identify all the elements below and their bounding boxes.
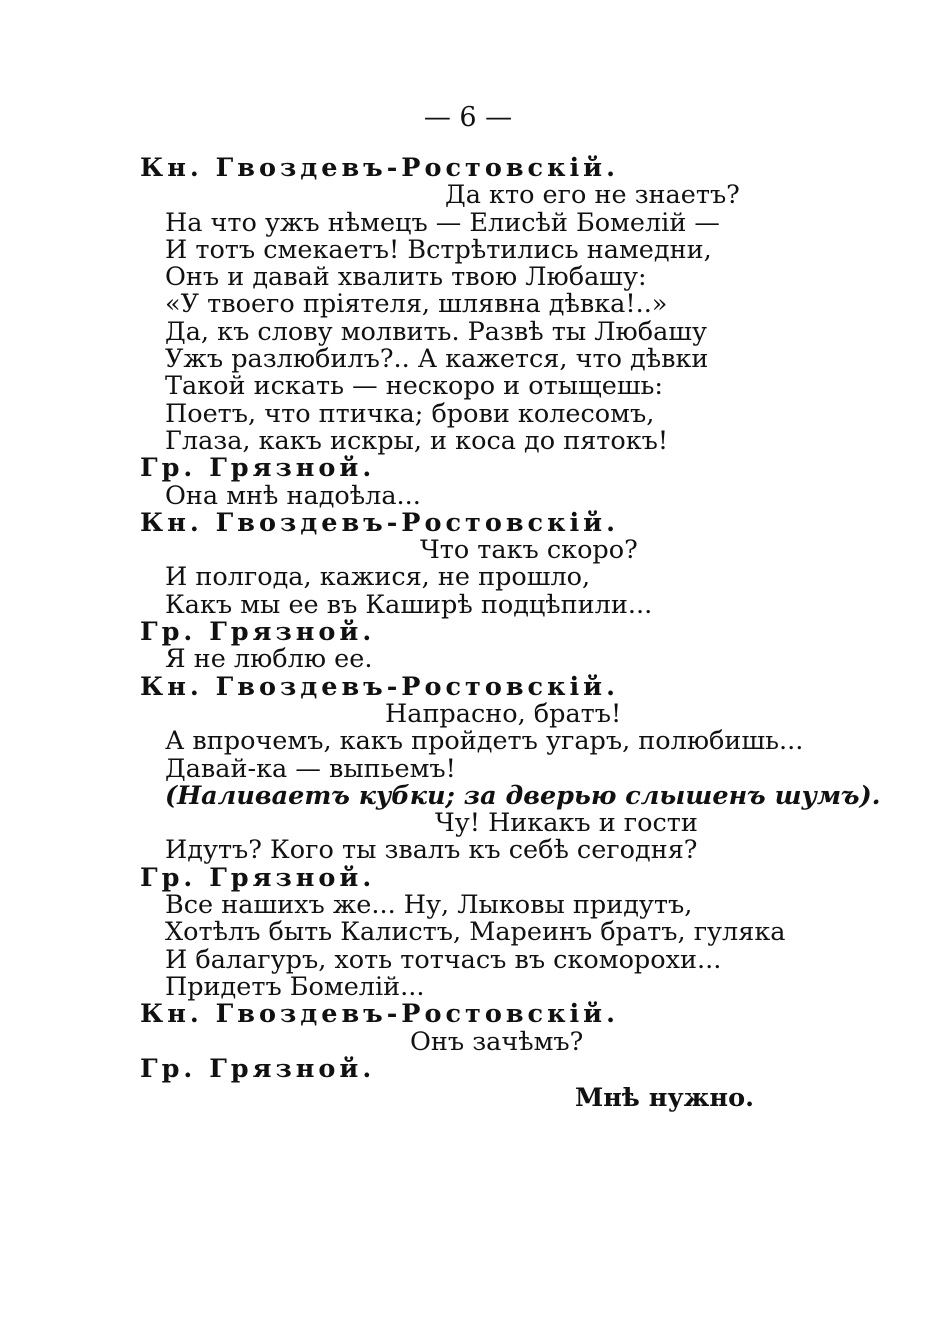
verse-line: Придетъ Бомелій... — [165, 971, 425, 1002]
verse-line: И тотъ смекаетъ! Встрѣтились намедни, — [165, 234, 712, 265]
page-number: — 6 — — [423, 102, 513, 133]
verse-line: Глаза, какъ искры, и коса до пятокъ! — [165, 425, 669, 456]
verse-line: И балагуръ, хоть тотчасъ въ скоморохи... — [165, 944, 722, 975]
speaker-name: Кн. Гвоздевъ-Ростовскій. — [140, 153, 619, 183]
verse-line: «У твоего пріятеля, шлявна дѣвка!..» — [165, 289, 668, 320]
speaker-name: Кн. Гвоздевъ-Ростовскій. — [140, 671, 619, 702]
verse-line: Онъ и давай хвалить твою Любашу: — [165, 262, 647, 293]
speaker-name: Гр. Грязной. — [140, 453, 376, 484]
play-text — [0, 155, 936, 1083]
verse-line: Давай-ка — выпьемъ! — [165, 753, 456, 784]
speaker-name: Кн. Гвоздевъ-Ростовскій. — [140, 999, 619, 1030]
verse-line: Поетъ, что птичка; брови колесомъ, — [165, 398, 655, 429]
verse-line: Хотѣлъ быть Калистъ, Мареинъ братъ, гуляка — [165, 917, 786, 948]
final-reply-line: Мнѣ нужно. — [575, 1083, 754, 1113]
verse-continuation-line: Чу! Никакъ и гости — [435, 808, 698, 839]
verse-line: И полгода, кажися, не прошло, — [165, 562, 591, 593]
verse-continuation-line: Что такъ скоро? — [420, 535, 638, 566]
verse-line: Идутъ? Кого ты звалъ къ себѣ сегодня? — [165, 835, 698, 866]
verse-continuation-line: Да кто его не знаетъ? — [445, 180, 740, 211]
verse-line: Она мнѣ надоѣла... — [165, 480, 421, 511]
verse-line: Да, къ слову молвить. Развѣ ты Любашу — [165, 316, 708, 347]
verse-continuation-line: Напрасно, братъ! — [385, 698, 622, 729]
verse-continuation-line: Онъ зачѣмъ? — [410, 1026, 584, 1057]
speaker-name: Гр. Грязной. — [140, 1053, 376, 1084]
stage-direction: (Наливаетъ кубки; за дверью слышенъ шумъ). — [165, 780, 881, 811]
verse-line: Ужъ разлюбилъ?.. А кажется, что дѣвки — [165, 344, 709, 375]
verse-line: Такой искать — нескоро и отыщешь: — [165, 371, 663, 402]
verse-line: На что ужъ нѣмецъ — Елисѣй Бомелій — — [165, 207, 720, 238]
speaker-name: Кн. Гвоздевъ-Ростовскій. — [140, 507, 619, 538]
speaker-name: Гр. Грязной. — [140, 862, 376, 893]
verse-line: А впрочемъ, какъ пройдетъ угаръ, полюбишь... — [165, 726, 804, 757]
verse-line: Какъ мы ее въ Каширѣ подцѣпили... — [165, 589, 653, 620]
verse-line: Все нашихъ же... Ну, Лыковы придутъ, — [165, 890, 693, 921]
speaker-name: Гр. Грязной. — [140, 617, 376, 648]
verse-line: Я не люблю ее. — [165, 644, 373, 675]
